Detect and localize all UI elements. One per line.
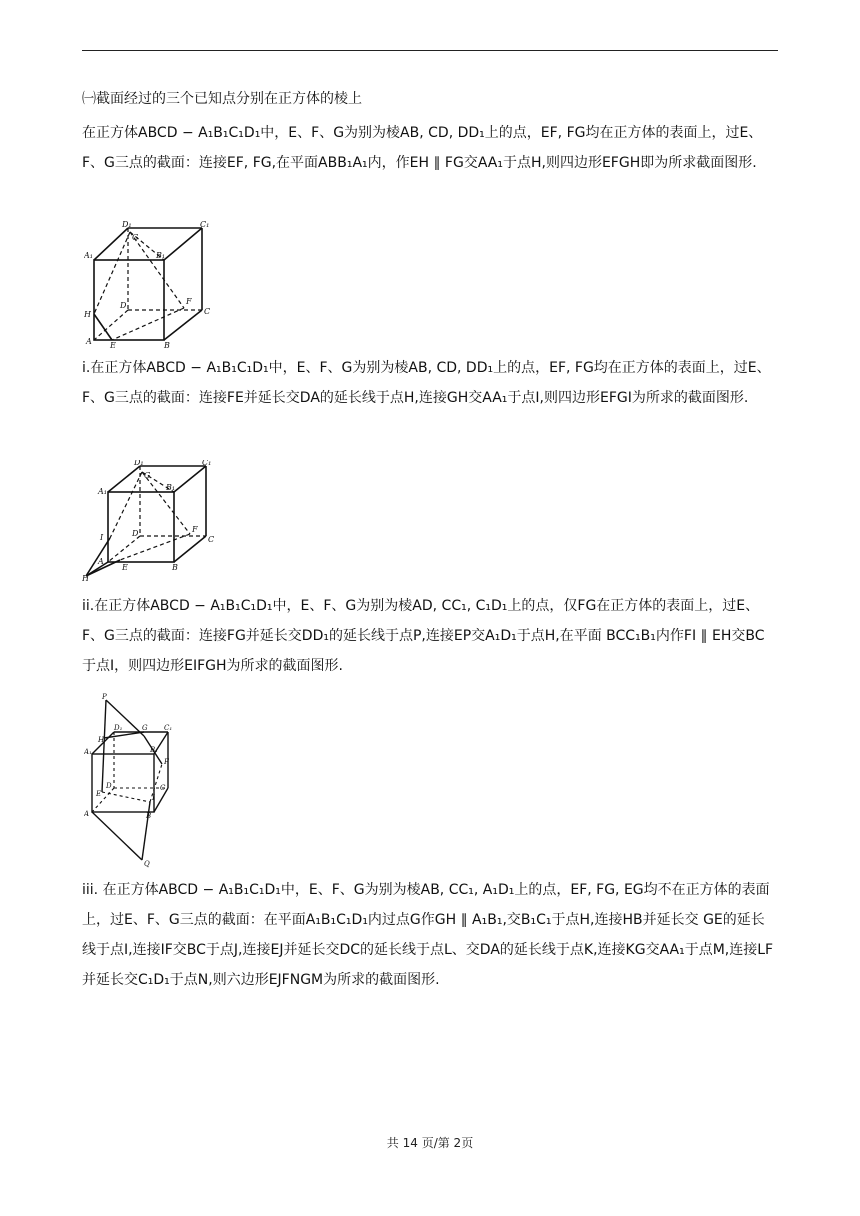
fig3-label-F: F <box>164 758 169 766</box>
fig2-label-G: G <box>144 471 151 480</box>
fig3-label-Q: Q <box>144 860 150 868</box>
fig3-label-P: P <box>102 693 107 701</box>
fig3-label-I: I <box>152 794 155 802</box>
paragraph-2 <box>82 353 778 413</box>
paragraph-3-text: ii.在正方体ABCD − A₁B₁C₁D₁中，E、F、G为别为棱AD, CC₁, C₁D₁上的点，仅FG在正方体的表面上，过E、F、G三点的截面：连接FG并延长交DD₁的延长线于点P,连接EP交A₁D₁于点H,在平面 BCC₁B₁内作FI ∥ EH交BC于点I，则四边形EIFGH为所求的截面图形. <box>82 598 765 674</box>
fig2-label-A1: A₁ <box>98 487 107 496</box>
fig1-label-B1: B₁ <box>156 251 166 260</box>
fig1-label-A1: A₁ <box>84 251 93 260</box>
fig2-label-H: H <box>82 574 89 582</box>
figure-3-cube <box>84 692 174 868</box>
paragraph-3 <box>82 591 778 681</box>
page-footer: 共 14 页/第 2页 <box>386 1136 474 1150</box>
paragraph-1 <box>82 118 778 178</box>
fig1-label-D: D <box>120 301 127 310</box>
fig3-label-G: G <box>142 724 148 732</box>
fig1-label-G: G <box>132 233 139 242</box>
fig3-label-B: B <box>146 812 152 820</box>
fig3-label-D: D <box>106 782 112 790</box>
fig3-label-H: H <box>98 736 105 744</box>
fig2-label-C: C <box>208 535 215 544</box>
fig1-label-B: B <box>164 341 170 348</box>
paragraph-1-text: 在正方体ABCD − A₁B₁C₁D₁中，E、F、G为别为棱AB, CD, DD₁上的点，EF, FG均在正方体的表面上，过E、F、G三点的截面：连接EF, FG,在平面ABB₁A₁内，作EH ∥ FG交AA₁于点H,则四边形EFGH即为所求截面图形. <box>82 125 763 171</box>
header-rule <box>82 50 778 51</box>
fig1-label-F: F <box>186 297 192 306</box>
fig2-label-D: D <box>132 529 139 538</box>
fig3-label-A: A <box>84 810 90 818</box>
paragraph-4-text: iii. 在正方体ABCD − A₁B₁C₁D₁中，E、F、G为别为棱AB, CC₁, A₁D₁上的点，EF, FG, EG均不在正方体的表面上，过E、F、G三点的截面：在平面A₁B₁C₁D₁内过点G作GH ∥ A₁B₁,交B₁C₁于点H,连接HB并延长交 GE的延长线于点I,连接IF交BC于点J,连接EJ并延长交DC的延长线于点L、交DA的延长线于点K,连接KG交AA₁于点M,连接LF并延长交C₁D₁于点N,则六边形EJFNGM为所求的截面图形. <box>82 882 774 988</box>
figure-1-cube <box>84 218 214 348</box>
fig1-label-A: A <box>86 337 92 346</box>
paragraph-4 <box>82 875 778 995</box>
fig1-label-C: C <box>204 307 211 316</box>
fig2-label-A: A <box>98 557 104 566</box>
fig2-label-B: B <box>172 563 178 572</box>
fig1-label-H: H <box>84 310 91 319</box>
fig3-label-E: E <box>96 790 102 798</box>
section-heading: ㈠截面经过的三个已知点分别在正方体的棱上 <box>82 91 362 107</box>
fig2-label-D1: D₁ <box>134 460 144 467</box>
fig1-label-C1: C₁ <box>200 220 210 229</box>
fig2-label-I: I <box>100 533 104 542</box>
paragraph-2-text: i.在正方体ABCD − A₁B₁C₁D₁中，E、F、G为别为棱AB, CD, DD₁上的点，EF, FG均在正方体的表面上，过E、F、G三点的截面：连接FE并延长交DA的延长线于点H,连接GH交AA₁于点I,则四边形EFGI为所求的截面图形. <box>82 360 771 406</box>
figure-2-cube <box>82 460 216 582</box>
fig3-label-C: C <box>160 784 166 792</box>
fig2-label-E: E <box>122 563 128 572</box>
fig3-label-D1: D₁ <box>114 724 123 732</box>
fig2-label-C1: C₁ <box>202 460 212 467</box>
fig2-label-B1: B₁ <box>166 483 176 492</box>
fig1-label-D1: D₁ <box>122 220 132 229</box>
fig3-label-A1: A₁ <box>84 748 92 756</box>
fig3-label-B1: B₁ <box>150 746 158 754</box>
fig3-label-C1: C₁ <box>164 724 173 732</box>
fig2-label-F: F <box>192 525 198 534</box>
fig1-label-E: E <box>110 341 116 348</box>
